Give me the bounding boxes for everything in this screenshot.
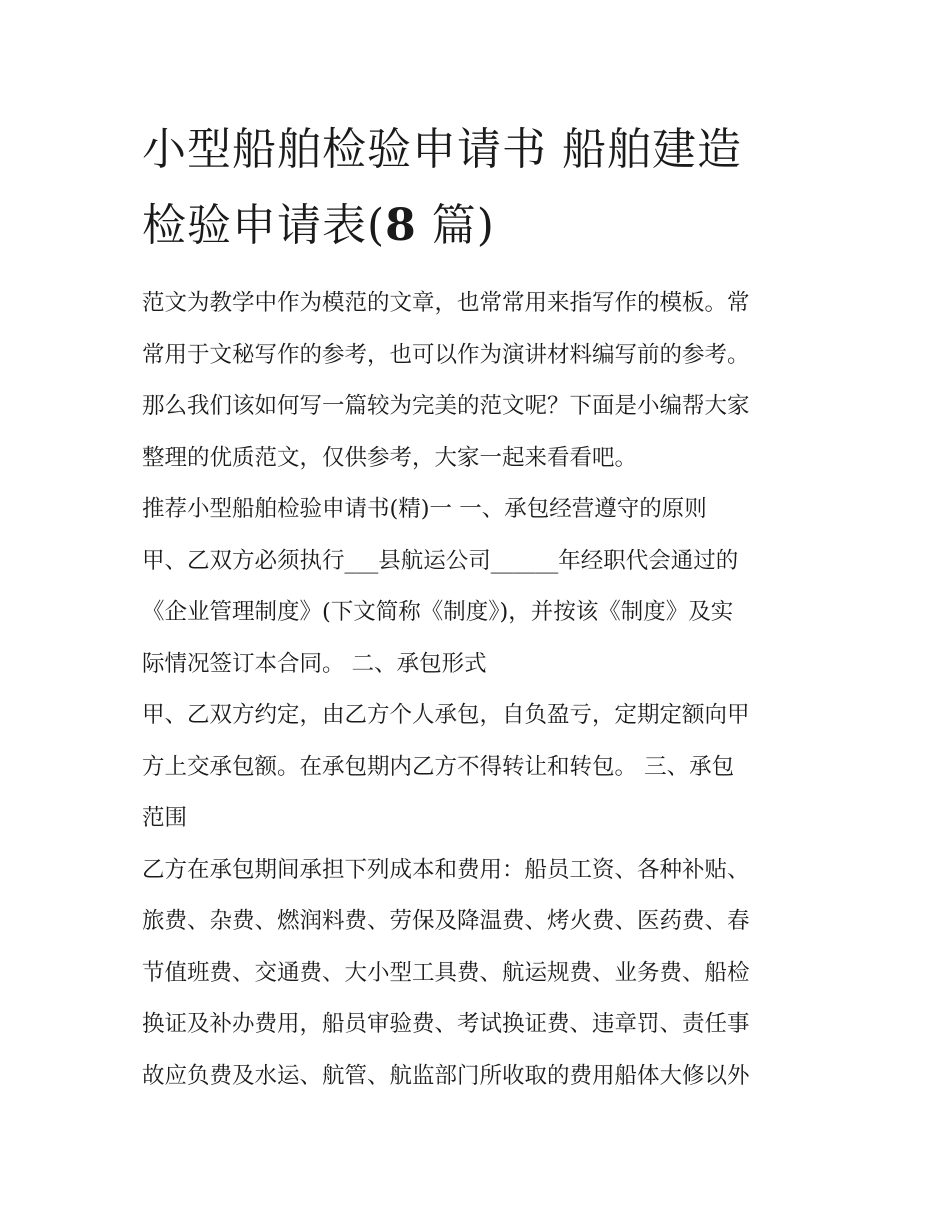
body-line: 际情况签订本合同。 二、承包形式 <box>142 650 487 677</box>
title-line-2: 检验申请表(8 篇) <box>142 200 495 251</box>
body-line: 《企业管理制度》(下文简称《制度》)，并按该《制度》及实 <box>142 599 734 625</box>
body-line: 故应负费及水运、航管、航监部门所收取的费用船体大修以外 <box>142 1062 750 1089</box>
body-line: 节值班费、交通费、大小型工具费、航运规费、业务费、船检 <box>142 959 750 986</box>
title-line-1: 小型船舶检验申请书 船舶建造 <box>142 124 742 175</box>
body-line: 方上交承包额。在承包期内乙方不得转让和转包。 三、承包 <box>142 753 735 780</box>
document-title <box>142 112 822 264</box>
body-line: 乙方在承包期间承担下列成本和费用：船员工资、各种补贴、 <box>142 856 750 883</box>
body-line: 范围 <box>142 805 188 831</box>
document-body <box>142 278 822 1102</box>
body-line: 甲、乙双方约定，由乙方个人承包，自负盈亏，定期定额向甲 <box>142 702 750 728</box>
body-line: 那么我们该如何写一篇较为完美的范文呢？下面是小编帮大家 <box>142 393 750 419</box>
body-line: 范文为教学中作为模范的文章，也常常用来指写作的模板。常 <box>142 290 750 316</box>
body-line: 旅费、杂费、燃润料费、劳保及降温费、烤火费、医药费、春 <box>142 908 750 934</box>
title-number: 8 <box>385 200 417 251</box>
body-line: 整理的优质范文，仅供参考，大家一起来看看吧。 <box>142 444 638 471</box>
body-line: 换证及补办费用，船员审验费、考试换证费、违章罚、责任事 <box>142 1011 750 1037</box>
body-line: 推荐小型船舶检验申请书(精)一 一、承包经营遵守的原则 <box>142 496 707 522</box>
body-line: 甲、乙双方必须执行___县航运公司______年经职代会通过的 <box>142 547 739 574</box>
body-line: 常用于文秘写作的参考，也可以作为演讲材料编写前的参考。 <box>142 341 750 368</box>
